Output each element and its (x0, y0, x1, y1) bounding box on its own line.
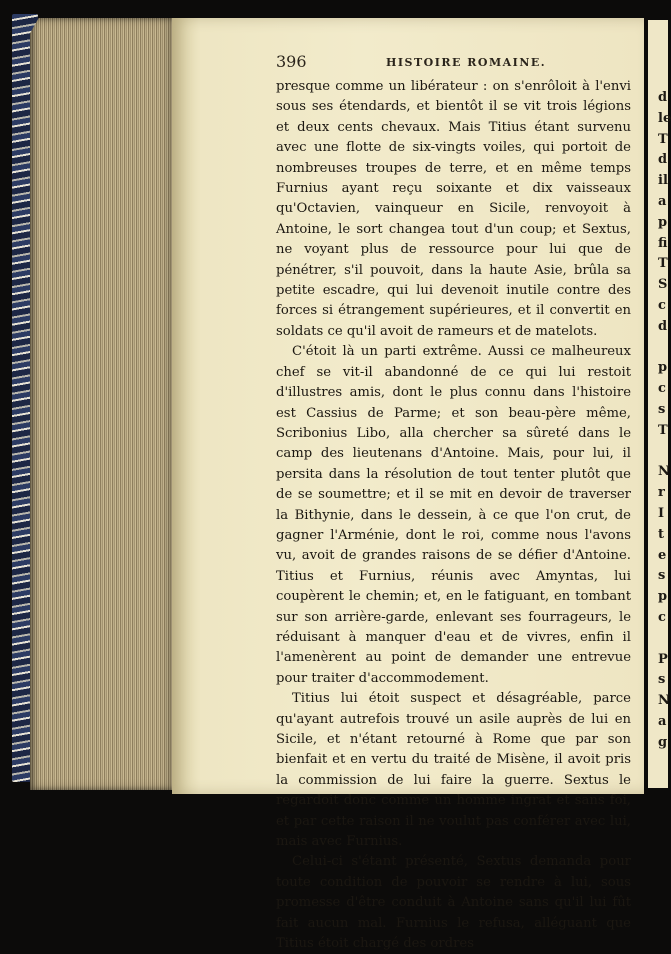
facing-letter: s (658, 401, 666, 417)
page-block-edge (30, 18, 176, 790)
facing-letter: I (658, 505, 665, 521)
body-text (276, 77, 631, 954)
facing-letter: fi (658, 235, 668, 251)
facing-letter: c (658, 381, 666, 397)
facing-letter: il (658, 173, 668, 189)
paragraph-4: Celui-ci s'étant présenté, Sextus demanda pour toute condition de pouvoir se rendre à lui, sous promesse d'être conduit à Antoine sans qu'il lui fût fait aucun mal. Furnius le refusa, alléguant que Titius étoit chargé des ordres (276, 854, 631, 952)
facing-letter: T (658, 422, 668, 438)
facing-letter (658, 629, 671, 650)
facing-letter: p (658, 360, 668, 376)
facing-letter: le (658, 110, 671, 126)
paragraph-1: presque comme un libérateur : on s'enrôloit à l'envi sous ses étendards, et bientôt il se vit trois légions et deux cents chevaux. Mais Titius étant survenu avec une flotte de six-vingts voiles, qui portoit de nombreuses troupes de terre, et en même temps Furnius ayant reçu soixante et dix vaisseaux qu'Octavien, vainqueur en Sicile, renvoyoit à Antoine, le sort changea tout d'un coup; et Sextus, ne voyant plus de ressource pour lui que de pénétrer, s'il pouvoit, dans la haute Asie, brûla sa petite escadre, qui lui devenoit inutile contre des forces si étrangement supérieures, et il convertit en soldats ce qu'il avoit de rameurs et de matelots. (276, 79, 631, 339)
running-head (276, 52, 626, 74)
page-number: 396 (276, 52, 307, 71)
facing-letter: a (658, 713, 667, 729)
facing-letter: N (658, 693, 670, 709)
facing-letter: s (658, 672, 666, 688)
facing-letter: T (658, 131, 668, 147)
facing-letter: c (658, 609, 666, 625)
facing-letter: d (658, 90, 668, 105)
facing-letter: s (658, 568, 666, 584)
facing-page-letters (658, 88, 671, 754)
facing-letter: c (658, 297, 666, 313)
facing-letter: d (658, 318, 668, 334)
facing-page-strip (648, 20, 671, 788)
running-title: HISTOIRE ROMAINE. (386, 56, 547, 69)
facing-letter (658, 442, 671, 463)
facing-letter: S (658, 277, 668, 293)
facing-letter: t (658, 526, 665, 542)
paragraph-3: Titius lui étoit suspect et désagréable, parce qu'ayant autrefois trouvé un asile auprès de lui en Sicile, et n'étant retourné à Rome que par son bienfait et en vertu du traité de Misène, il avoit pris la commission de lui faire la guerre. Sextus le regardoit donc comme un homme ingrat et sans foi, et par cette raison il ne voulut pas conférer avec lui, mais avec Furnius. (276, 691, 631, 850)
facing-letter: p (658, 214, 668, 230)
facing-letter: e (658, 547, 667, 563)
facing-letter: g (658, 734, 668, 750)
facing-letter: p (658, 589, 668, 605)
facing-letter (658, 338, 671, 359)
facing-letter: T (658, 256, 668, 272)
paragraph-2: C'étoit là un parti extrême. Aussi ce malheureux chef se vit-il abandonné de ce qui lui restoit d'illustres amis, dont le plus connu dans l'histoire est Cassius de Parme; et son beau-père même, Scribonius Libo, alla chercher sa sûreté dans le camp des lieutenans d'Antoine. Mais, pour lui, il persita dans la résolution de tout tenter plutôt que de se soumettre; et il se mit en devoir de traverser la Bithynie, dans le dessein, à ce que l'on crut, de gagner l'Arménie, dont le roi, comme nous l'avons vu, avoit de grandes raisons de se défier d'Antoine. Titius et Furnius, réunis avec Amyntas, lui coupèrent le chemin; et, en le fatiguant, en tombant sur son arrière-garde, enlevant ses fourrageurs, le réduisant à manquer d'eau et de vivres, enfin il l'amenèrent au point de demander une entrevue pour traiter d'accommodement. (276, 344, 631, 686)
facing-letter: d (658, 152, 668, 168)
facing-letter: P (658, 651, 668, 667)
facing-letter: r (658, 485, 665, 501)
facing-letter: N (658, 464, 670, 480)
facing-letter: a (658, 193, 667, 209)
